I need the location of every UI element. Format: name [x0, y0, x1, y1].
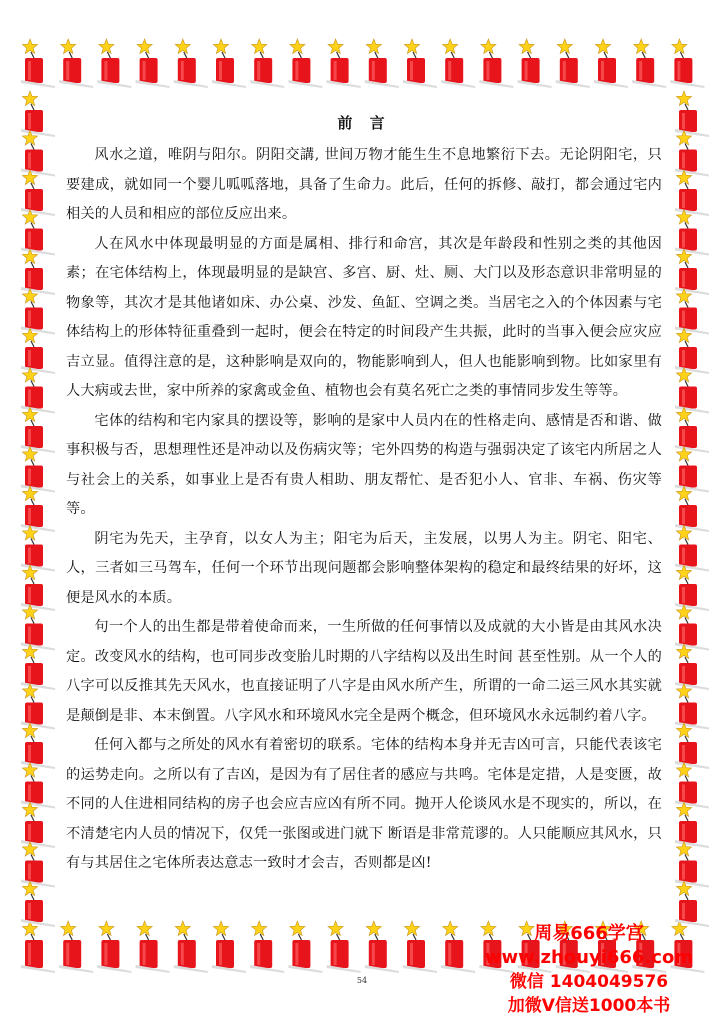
candle-icon [21, 842, 55, 888]
candle-icon [675, 91, 709, 137]
candle-icon [21, 407, 55, 453]
candle-icon [675, 486, 709, 532]
candle-icon [327, 39, 361, 88]
candle-icon [21, 447, 55, 493]
candle-icon [675, 644, 709, 690]
candle-icon [675, 763, 709, 809]
candle-icon [675, 328, 709, 374]
candle-icon [21, 526, 55, 572]
document-body [66, 112, 662, 912]
paragraph-3: 宅体的结构和宅内家具的摆设等，影响的是家中人员内在的性格走向、感情是否和谐、做事积极与否，思想理性还是冲动以及伤病灾等；宅外四势的构造与强弱决定了该宅内所居之人与社会上的关系，如事业上是否有贵人相助、朋友帮忙、是否犯小人、官非、车祸、伤灾等等。 [66, 412, 662, 517]
candle-icon [675, 565, 709, 611]
candle-icon [21, 921, 55, 973]
candle-icon [327, 921, 361, 973]
candle-icon [365, 921, 399, 973]
candle-icon [21, 723, 55, 769]
candle-icon [21, 210, 55, 256]
candle-icon [441, 39, 475, 88]
candle-icon [288, 39, 322, 88]
candle-icon [174, 39, 208, 88]
candle-icon [288, 921, 322, 973]
candle-icon [174, 921, 208, 973]
candle-icon [675, 131, 709, 177]
candle-icon [675, 842, 709, 888]
candle-icon [675, 249, 709, 295]
candle-icon [403, 39, 437, 88]
candle-icon [518, 39, 552, 88]
paragraph-4: 阴宅为先天，主孕育，以女人为主；阳宅为后天，主发展，以男人为主。阴宅、阳宅、人，三者如三马驾车，任何一个环节出现问题都会影响整体架构的稳定和最终结果的好坏，这便是风水的本质。 [66, 530, 662, 606]
candle-icon [21, 368, 55, 414]
candle-icon [21, 881, 55, 927]
candle-icon [403, 921, 437, 973]
candle-icon [675, 368, 709, 414]
candle-icon [212, 39, 246, 88]
watermark-url: www.zhouyi666.com [484, 947, 694, 968]
paragraph-2: 人在风水中体现最明显的方面是属相、排行和命宫，其次是年龄段和性别之类的其他因素；在宅体结构上，体现最明显的是缺宫、多宫、厨、灶、厕、大门以及形态意识非常明显的物象等，其次才是其他诸如床、办公桌、沙发、鱼缸、空调之类。当居宅之入的个体因素与宅体结构上的形体特征重叠到一起时，便会在特定的时间段产生共振，此时的当事入便会应灾应吉立显。值得注意的是，这种影响是双向的，物能影响到人，但人也能影响到物。比如家里有人大病或去世，家中所养的家禽或金鱼、植物也会有莫名死亡之类的事情同步发生等等。 [66, 235, 662, 399]
candle-icon [21, 486, 55, 532]
candle-icon [21, 763, 55, 809]
paragraph-6: 任何入都与之所处的风水有着密切的联系。宅体的结构本身并无吉凶可言，只能代表该宅的运势走向。之所以有了吉凶，是因为有了居住者的感应与共鸣。宅体是定措，人是变匮，故不同的人住进相同结构的房子也会应吉应凶有所不同。抛开人伦谈风水是不现实的，所以，在不清楚宅内人员的情况下，仅凭一张图或进门就下 断语是非常荒谬的。人只能顺应其风水，只有与其居住之宅体所表达意志一致时才会吉，否则都是凶! [66, 737, 662, 871]
page-number: 54 [356, 976, 368, 985]
candle-icon [21, 91, 55, 137]
candle-icon [97, 921, 131, 973]
candle-icon [250, 39, 284, 88]
candle-icon [97, 39, 131, 88]
watermark-promo: 加微V信送1000本书 [507, 996, 671, 1016]
candle-icon [365, 39, 399, 88]
candle-icon [21, 802, 55, 848]
candle-icon [21, 605, 55, 651]
watermark-wechat: 微信 1404049576 [509, 972, 669, 992]
candle-icon [21, 170, 55, 216]
candle-icon [675, 407, 709, 453]
candle-icon [21, 131, 55, 177]
candle-icon [59, 39, 93, 88]
watermark [464, 922, 714, 1018]
candle-icon [21, 39, 55, 88]
candle-icon [675, 210, 709, 256]
candle-icon [632, 39, 666, 88]
candle-icon [479, 39, 513, 88]
candle-icon [675, 526, 709, 572]
candle-icon [594, 39, 628, 88]
candle-icon [675, 723, 709, 769]
page-title: 前 言 [337, 114, 391, 132]
candle-icon [59, 921, 93, 973]
candle-icon [250, 921, 284, 973]
candle-icon [675, 802, 709, 848]
candle-icon [675, 289, 709, 335]
paragraph-5: 句一个人的出生都是带着使命而来，一生所做的任何事情以及成就的大小皆是由其风水决定。改变风水的结构，也可同步改变胎儿时期的八字结构以及出生时间 甚至性别。从一个人的八字可以反推其先天风水，也直接证明了八字是由风水所产生，所谓的一命二运三风水其实就是颠倒是非、本末倒置。八字风水和环境风水完全是两个概念，但环境风水永远制约着八字。 [66, 619, 662, 724]
candle-icon [21, 289, 55, 335]
candle-icon [670, 39, 704, 88]
candle-icon [21, 249, 55, 295]
candle-icon [212, 921, 246, 973]
candle-icon [136, 921, 170, 973]
candle-icon [675, 881, 709, 927]
watermark-site-name: 周易666学宫 [534, 923, 644, 944]
candle-icon [21, 684, 55, 730]
candle-icon [21, 565, 55, 611]
paragraph-1: 风水之道，唯阴与阳尔。阴阳交講, 世间万物才能生生不息地繁衍下去。无论阴阳宅，只要建成，就如同一个婴儿呱呱落地，具备了生命力。此后，任何的拆修、敲打，都会通过宅内相关的人员和相应的部位反应出来。 [66, 147, 662, 222]
candle-icon [675, 605, 709, 651]
candle-icon [21, 644, 55, 690]
candle-icon [136, 39, 170, 88]
candle-icon [21, 328, 55, 374]
candle-icon [675, 684, 709, 730]
candle-icon [556, 39, 590, 88]
candle-icon [675, 447, 709, 493]
candle-icon [675, 170, 709, 216]
